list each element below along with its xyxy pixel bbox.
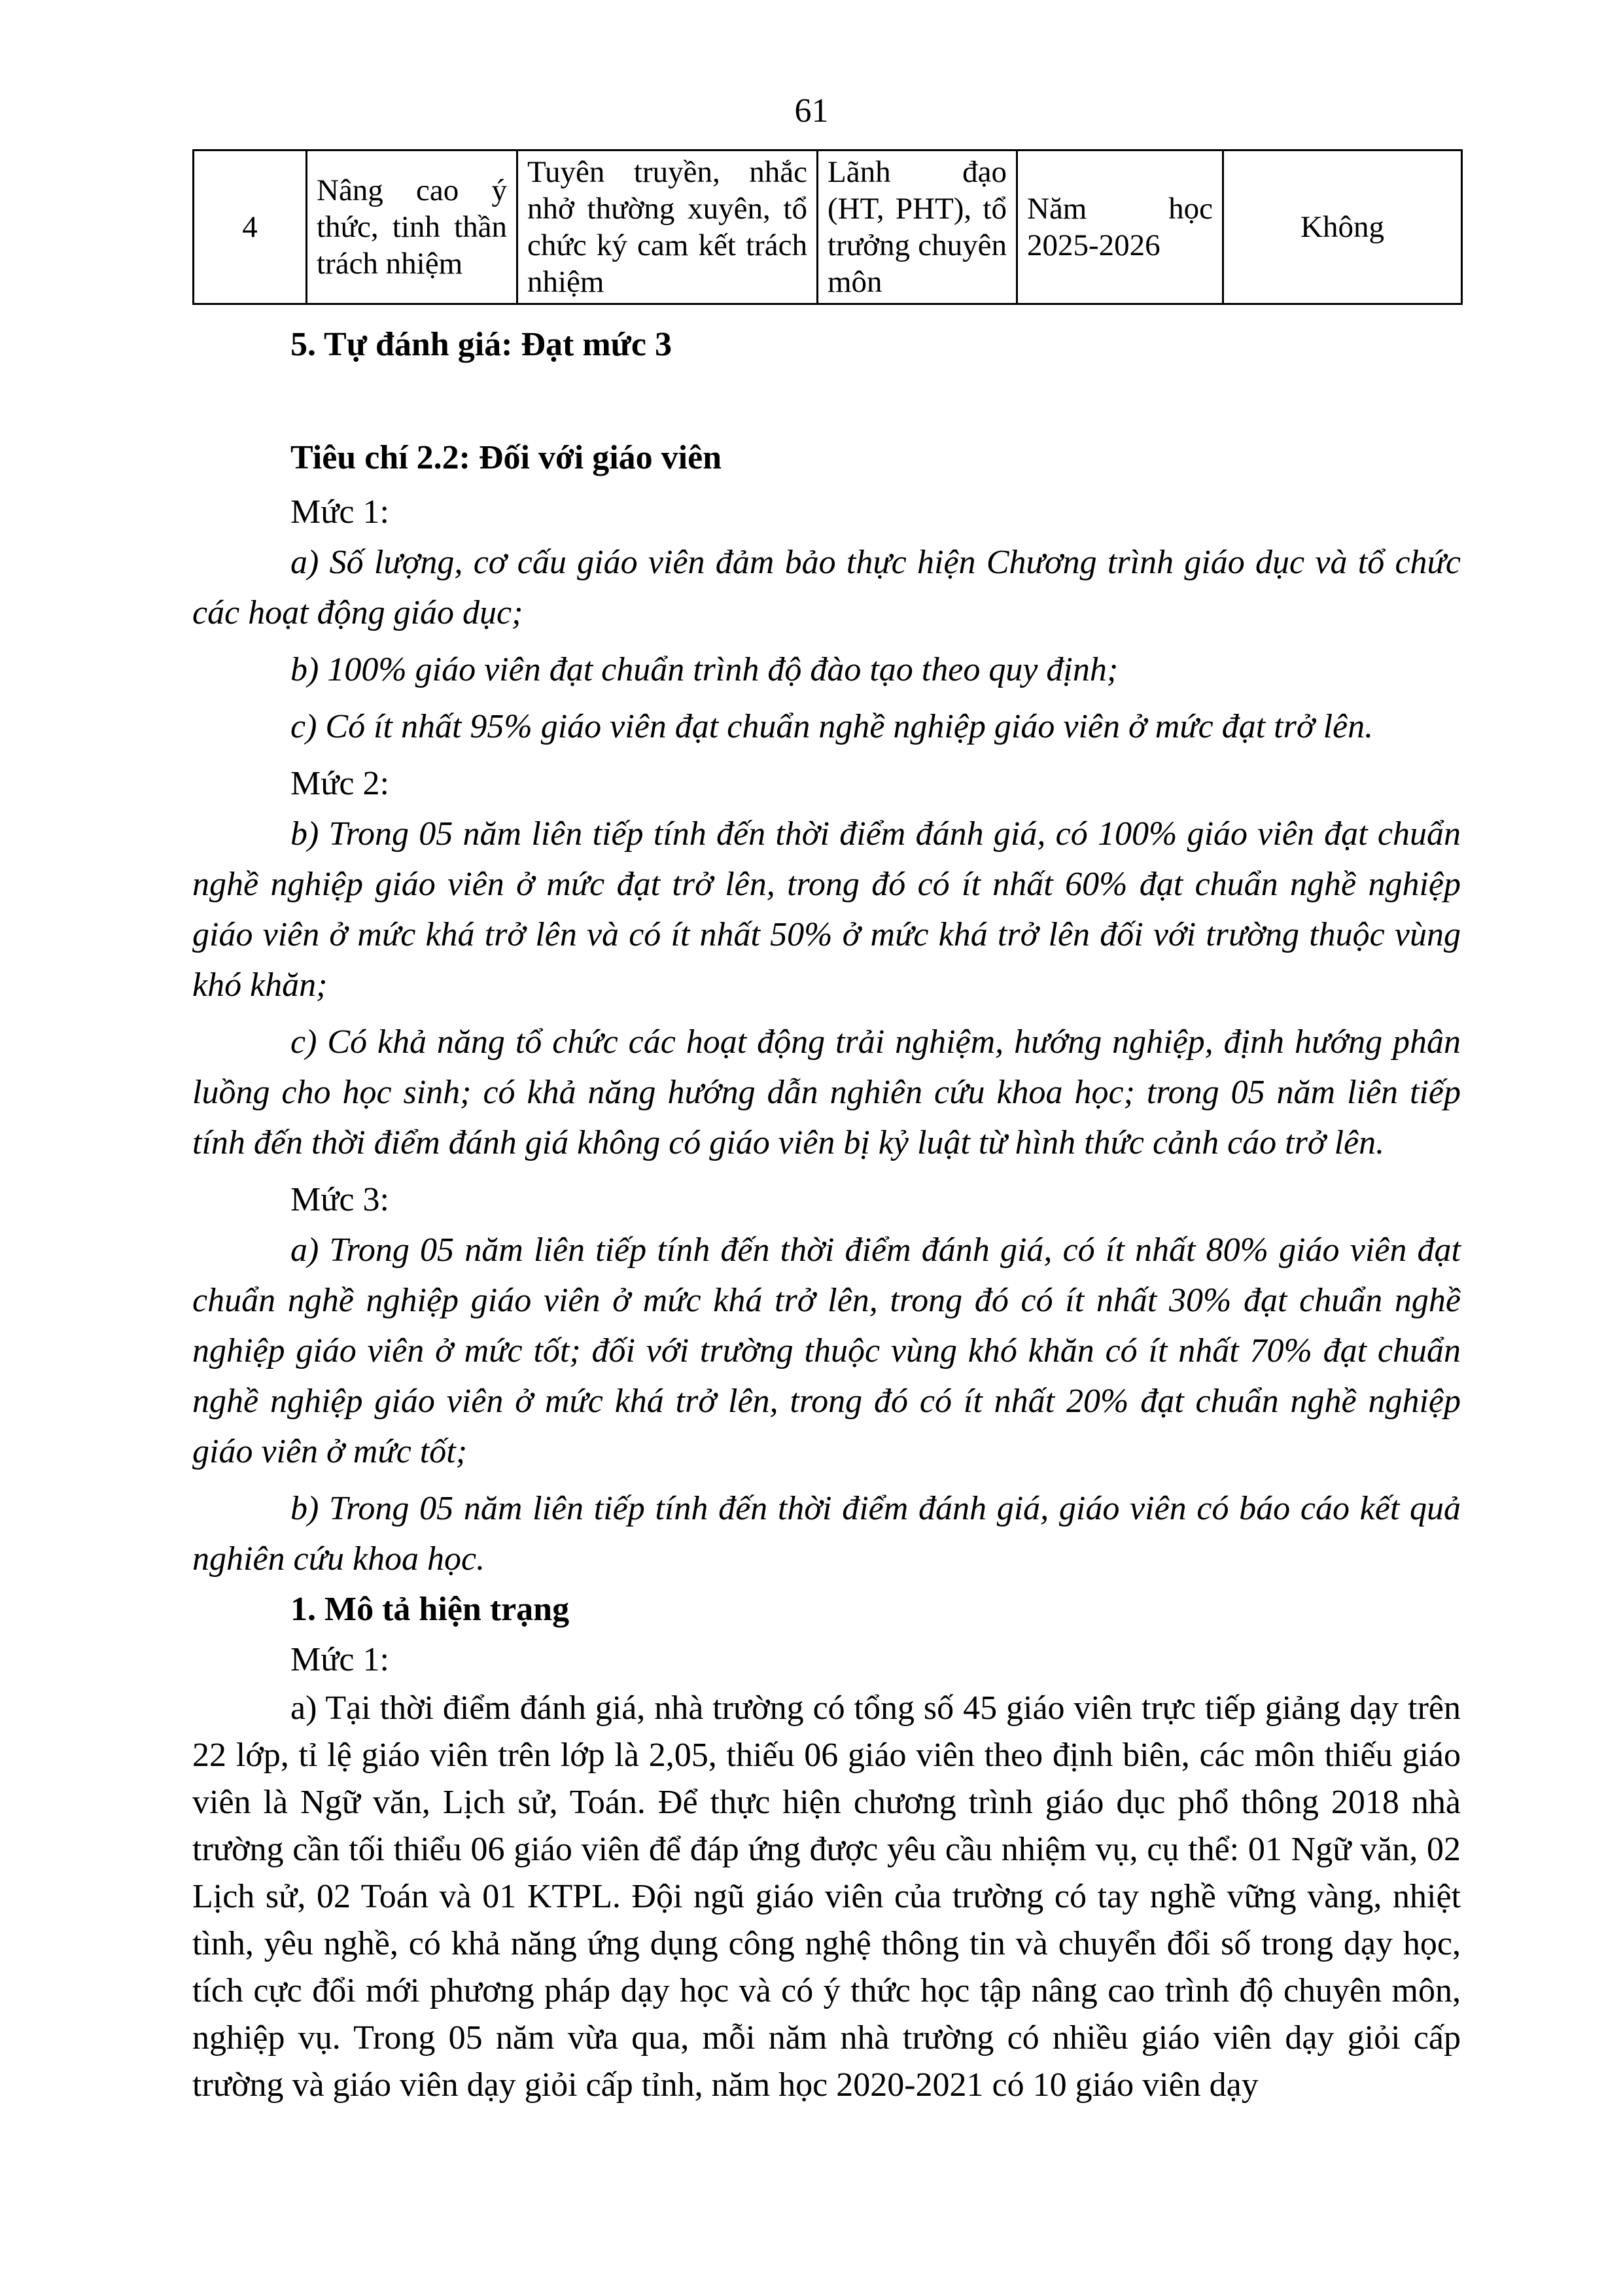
self-assessment-heading: 5. Tự đánh giá: Đạt mức 3 (290, 326, 672, 363)
document-body (192, 319, 1461, 2109)
criterion-title: Tiêu chí 2.2: Đối với giáo viên (290, 439, 722, 476)
cell-responsible: Lãnh đạo (HT, PHT), tổ trưởng chuyên môn (818, 150, 1017, 304)
action-plan-table (192, 149, 1463, 305)
level1-item-b: b) 100% giáo viên đạt chuẩn trình độ đào tạo theo quy định; (290, 651, 1119, 688)
cell-budget: Không (1223, 150, 1462, 304)
cell-time: Năm học 2025-2026 (1017, 150, 1223, 304)
level1-item-c: c) Có ít nhất 95% giáo viên đạt chuẩn nghề nghiệp giáo viên ở mức đạt trở lên. (290, 708, 1374, 745)
description-heading: 1. Mô tả hiện trạng (290, 1591, 570, 1628)
page-number: 61 (794, 92, 829, 130)
level2-item-c: c) Có khả năng tổ chức các hoạt động trải nghiệm, hướng nghiệp, định hướng phân luồng cho học sinh; có khả năng hướng dẫn nghiên cứu khoa học; trong 05 năm liên tiếp tính đến thời điểm đánh giá không có giáo viên bị kỷ luật từ hình thức cảnh cáo trở lên. (192, 1023, 1461, 1161)
level3-item-b: b) Trong 05 năm liên tiếp tính đến thời điểm đánh giá, giáo viên có báo cáo kết quả nghiên cứu khoa học. (192, 1490, 1461, 1578)
cell-content: Nâng cao ý thức, tinh thần trách nhiệm (307, 150, 517, 304)
level3-item-a: a) Trong 05 năm liên tiếp tính đến thời điểm đánh giá, có ít nhất 80% giáo viên đạt chuẩn nghề nghiệp giáo viên ở mức khá trở lên, trong đó có ít nhất 30% đạt chuẩn nghề nghiệp giáo viên ở mức tốt; đối với trường thuộc vùng khó khăn có ít nhất 70% đạt chuẩn nghề nghiệp giáo viên ở mức khá trở lên, trong đó có ít nhất 20% đạt chuẩn nghề nghiệp giáo viên ở mức tốt; (192, 1231, 1461, 1470)
level2-label: Mức 2: (290, 765, 389, 802)
level2-item-b: b) Trong 05 năm liên tiếp tính đến thời điểm đánh giá, có 100% giáo viên đạt chuẩn nghề nghiệp giáo viên ở mức đạt trở lên, trong đó có ít nhất 60% đạt chuẩn nghề nghiệp giáo viên ở mức khá trở lên và có ít nhất 50% ở mức khá trở lên đối với trường thuộc vùng khó khăn; (192, 815, 1461, 1004)
cell-measure: Tuyên truyền, nhắc nhở thường xuyên, tổ chức ký cam kết trách nhiệm (517, 150, 818, 304)
level1-label: Mức 1: (290, 493, 389, 531)
description-level1-label: Mức 1: (290, 1641, 389, 1678)
table-row (194, 150, 1462, 304)
cell-stt: 4 (194, 150, 307, 304)
level3-label: Mức 3: (290, 1181, 389, 1218)
level1-item-a: a) Số lượng, cơ cấu giáo viên đảm bảo thực hiện Chương trình giáo dục và tổ chức các hoạt động giáo dục; (192, 544, 1461, 631)
description-paragraph-a: a) Tại thời điểm đánh giá, nhà trường có tổng số 45 giáo viên trực tiếp giảng dạy trên 22 lớp, tỉ lệ giáo viên trên lớp là 2,05, thiếu 06 giáo viên theo định biên, các môn thiếu giáo viên là Ngữ văn, Lịch sử, Toán. Để thực hiện chương trình giáo dục phổ thông 2018 nhà trường cần tối thiểu 06 giáo viên để đáp ứng được yêu cầu nhiệm vụ, cụ thể: 01 Ngữ văn, 02 Lịch sử, 02 Toán và 01 KTPL. Đội ngũ giáo viên của trường có tay nghề vững vàng, nhiệt tình, yêu nghề, có khả năng ứng dụng công nghệ thông tin và chuyển đổi số trong dạy học, tích cực đổi mới phương pháp dạy học và có ý thức học tập nâng cao trình độ chuyên môn, nghiệp vụ. Trong 05 năm vừa qua, mỗi năm nhà trường có nhiều giáo viên dạy giỏi cấp trường và giáo viên dạy giỏi cấp tỉnh, năm học 2020-2021 có 10 giáo viên dạy (192, 1689, 1461, 2104)
